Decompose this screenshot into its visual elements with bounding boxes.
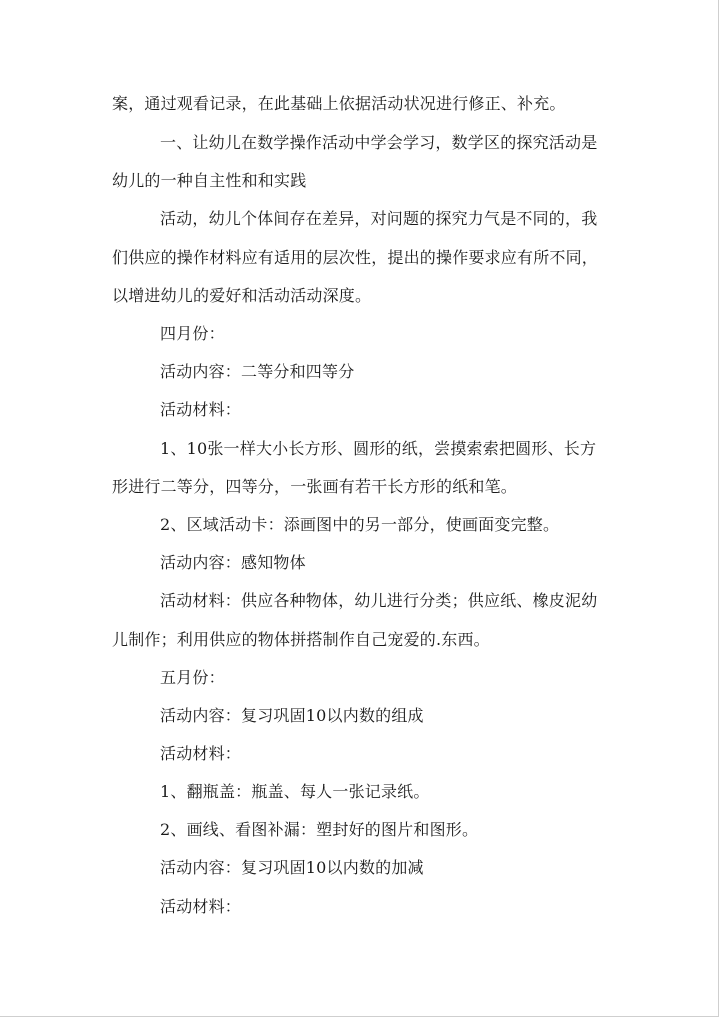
- text-line-12: 2、区域活动卡：添画图中的另一部分，使画面变完整。: [160, 515, 560, 534]
- text-line-22: 活动材料：: [160, 897, 242, 916]
- text-line-13: 活动内容：感知物体: [160, 553, 306, 572]
- text-line-4: 活动，幼儿个体间存在差异，对问题的探究力气是不同的，我: [160, 209, 598, 228]
- text-line-10: 1、10张一样大小长方形、圆形的纸，尝摸索索把圆形、长方: [160, 439, 597, 458]
- text-line-3: 幼儿的一种自主性和和实践: [112, 171, 307, 190]
- text-line-11: 形进行二等分，四等分，一张画有若干长方形的纸和笔。: [112, 477, 518, 496]
- text-line-16: 五月份：: [160, 668, 225, 687]
- text-line-7: 四月份：: [160, 324, 225, 343]
- text-line-18: 活动材料：: [160, 744, 242, 763]
- text-line-17: 活动内容：复习巩固10以内数的组成: [160, 706, 424, 725]
- text-line-5: 们供应的操作材料应有适用的层次性，提出的操作要求应有所不同，: [112, 248, 599, 267]
- text-line-21: 活动内容：复习巩固10以内数的加减: [160, 858, 424, 877]
- text-line-19: 1、翻瓶盖：瓶盖、每人一张记录纸。: [160, 782, 430, 801]
- text-line-20: 2、画线、看图补漏：塑封好的图片和图形。: [160, 820, 479, 839]
- text-line-15: 儿制作；利用供应的物体拼搭制作自己宠爱的.东西。: [112, 630, 490, 649]
- text-line-9: 活动材料：: [160, 400, 242, 419]
- text-line-14: 活动材料：供应各种物体，幼儿进行分类；供应纸、橡皮泥幼: [160, 591, 598, 610]
- text-line-6: 以增进幼儿的爱好和活动活动深度。: [112, 286, 372, 305]
- text-line-2: 一、让幼儿在数学操作活动中学会学习，数学区的探究活动是: [160, 133, 598, 152]
- text-line-1: 案，通过观看记录，在此基础上依据活动状况进行修正、补充。: [112, 94, 566, 113]
- text-line-8: 活动内容：二等分和四等分: [160, 362, 355, 381]
